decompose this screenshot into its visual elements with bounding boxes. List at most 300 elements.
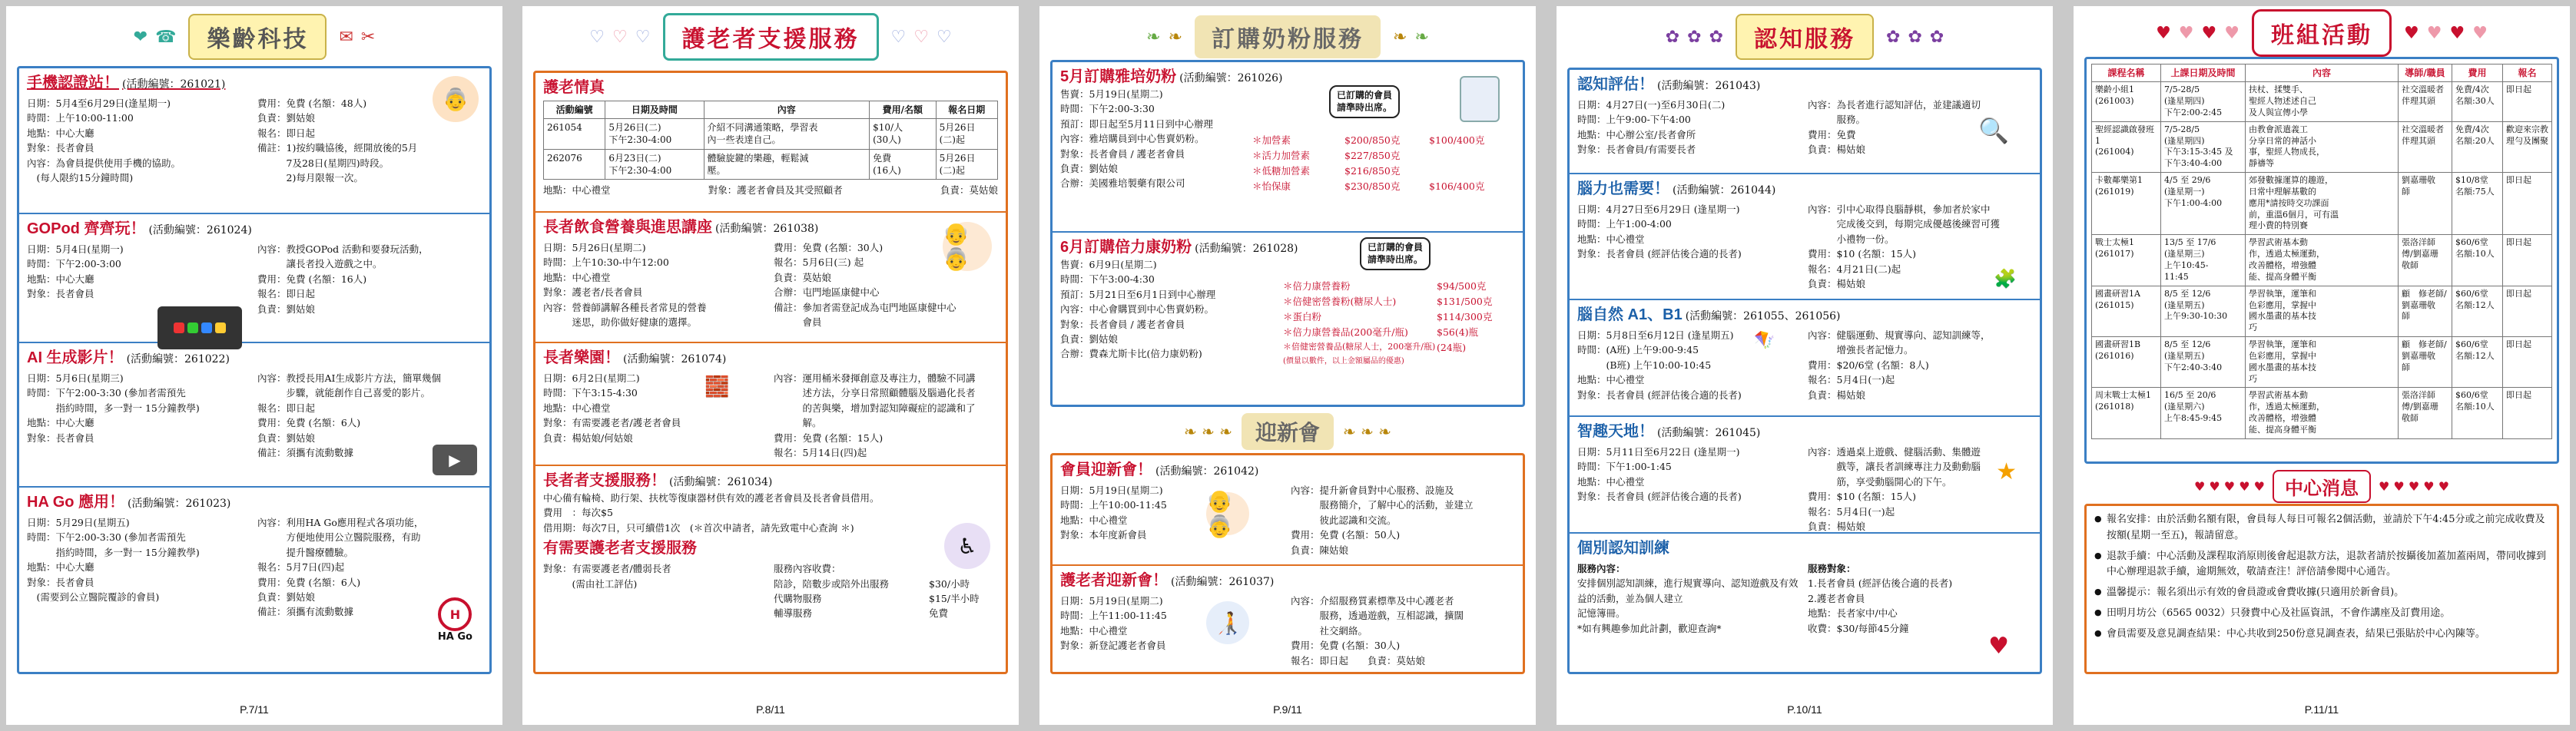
text-line: (活動編號：261055、261056) bbox=[1685, 310, 1841, 322]
text-line: 對象：長者會員 / 護老者會員 bbox=[1060, 318, 1185, 330]
text-line: 免費 bbox=[929, 607, 949, 620]
milk-can-icon bbox=[1460, 76, 1500, 122]
info-line: 指約時間，多一對一 15分鐘教學) bbox=[27, 546, 200, 558]
text-line: 時間：下午1:00-1:45 bbox=[1577, 461, 1672, 473]
text-line: 報名：5月6日(三) 起 bbox=[774, 256, 864, 269]
activity-block bbox=[1570, 417, 2040, 534]
info-line: 地點：中心大廳 bbox=[27, 127, 94, 139]
text-line: 報名：5月4日(一)起 bbox=[1808, 505, 1895, 518]
activity-title bbox=[1060, 571, 1515, 590]
text-line: 述方法，分享日常照顧體腦及腦過化長者 bbox=[774, 387, 976, 399]
table-row bbox=[2092, 235, 2552, 286]
text-line: 日期：4月27日至6月29日 (逢星期一) bbox=[1577, 203, 1740, 215]
activity-title bbox=[1060, 67, 1515, 87]
table-cell: 即日起 bbox=[2503, 82, 2552, 122]
activity-title bbox=[1577, 74, 2032, 94]
text-line: 免費 (16人) bbox=[870, 149, 937, 179]
table-cell: 國畫研習1A (261015) bbox=[2092, 286, 2161, 336]
info-line: 步驟，就能創作自己喜愛的影片。 bbox=[257, 387, 431, 399]
info-line: 負責：劉姑娘 bbox=[257, 112, 316, 124]
text-line: 5月26日(二) 下午2:30-4:00 bbox=[605, 119, 704, 149]
activity-title bbox=[543, 471, 998, 491]
table-row bbox=[2092, 388, 2552, 438]
table-row bbox=[2092, 82, 2552, 122]
text-line: (活動編號：261021) bbox=[122, 78, 226, 91]
text-line: 對象：本年度新會員 bbox=[1060, 529, 1147, 541]
page-header bbox=[6, 6, 502, 68]
info-line: 費用：免費 (名額：6人) bbox=[257, 417, 361, 429]
page-title: 護老者支援服務 bbox=[663, 13, 879, 61]
welcome-section bbox=[1050, 453, 1525, 674]
page-title: 班組活動 bbox=[2252, 9, 2392, 57]
text-line: 服務內容收費： bbox=[774, 563, 841, 575]
activity-title bbox=[27, 492, 482, 512]
text-line: 日期：5月8日至6月12日 (逢星期五) bbox=[1577, 329, 1734, 341]
text-line: 內容：中心會購買到中心售賣奶粉。 bbox=[1060, 303, 1215, 316]
envelope-icon: ✉ ✂ bbox=[339, 27, 376, 47]
info-line: 費用：免費 (名額：48人) bbox=[257, 98, 367, 109]
text-line: 彼此認識和交流。 bbox=[1291, 514, 1397, 526]
text-line: 借用期：每次7日，只可續借1次 (＊首次申請者，請先致電中心查詢 ＊) bbox=[543, 521, 854, 534]
text-line: (需由社工評估) bbox=[543, 577, 638, 590]
text-line: 負責：莫姑娘 bbox=[774, 271, 832, 283]
table-cell: 國畫研習1B (261016) bbox=[2092, 337, 2161, 388]
table-cell: 即日起 bbox=[2503, 235, 2552, 286]
text-line: HA Go bbox=[437, 631, 472, 643]
text-line: 增強長者記憶力。 bbox=[1808, 344, 1914, 356]
text-line: 報名：5月4日(一)起 bbox=[1808, 374, 1895, 386]
text-line: 會員迎新會！ bbox=[1060, 461, 1152, 478]
text-line: 負責：楊姑娘 bbox=[1808, 389, 1866, 401]
carer-section bbox=[533, 71, 1008, 674]
table-cell: 16/5 至 20/6 (逢星期六) 上午8:45-9:45 bbox=[2161, 388, 2246, 438]
text-line: (活動編號：261034) bbox=[669, 476, 773, 488]
text-line: 時間：上午10:00-11:45 bbox=[1060, 499, 1167, 511]
text-line: 負責：楊姑娘 bbox=[1808, 520, 1866, 532]
activity-title bbox=[1577, 305, 2032, 325]
activity-block bbox=[1570, 70, 2040, 174]
table-row bbox=[544, 119, 998, 149]
notice-title: 中心消息 bbox=[2273, 470, 2371, 503]
text-line: 費用 bbox=[2452, 64, 2503, 82]
text-line: 社交網絡。 bbox=[1291, 624, 1368, 637]
text-line: HA Go 應用！ bbox=[27, 494, 125, 511]
text-line: ＊加營素 bbox=[1252, 134, 1291, 146]
table-cell: 郊發數據運算的趣遊， 日常中理解基數的 應用*請按時交功課面 前，重溫6個月，可有溫 理小費的特別賽 bbox=[2246, 173, 2399, 235]
text-line: 地點：中心禮堂 bbox=[1060, 514, 1128, 526]
text-line: (24瓶) bbox=[1437, 342, 1467, 353]
star-icon: ★ bbox=[1996, 458, 2017, 485]
table-cell: 樂齡小組1 (261003) bbox=[2092, 82, 2161, 122]
text-line: 服務，透過遊戲，互相認識，擴闊 bbox=[1291, 610, 1464, 622]
text-line: ＊倍健密營養粉(糖尿人士) bbox=[1283, 296, 1397, 307]
text-line: 輔導服務 bbox=[774, 607, 813, 620]
text-line: 筋，享受動腦開心的下午。 bbox=[1808, 475, 1952, 488]
text-line: (活動編號：261028) bbox=[1195, 243, 1298, 255]
text-line: 智趣天地！ bbox=[1577, 423, 1654, 440]
info-line: 備註：1)按約職協後，經開放後的5月 bbox=[257, 142, 418, 154]
activity-block bbox=[19, 214, 489, 343]
carer-table bbox=[543, 101, 998, 180]
activity-block bbox=[535, 73, 1006, 213]
text-line: 時間：下午3:15-4:30 bbox=[543, 387, 638, 399]
text-line: 戲等，讓長者訓練專注力及動動腦 bbox=[1808, 461, 1981, 473]
text-line: 報名 bbox=[2503, 64, 2552, 82]
page-number: P.7/11 bbox=[240, 703, 269, 716]
price-list bbox=[1252, 133, 1513, 194]
info-line: (每人限約15分鐘時間) bbox=[27, 171, 134, 184]
text-line: 費用：$20/6堂 (名額：8人) bbox=[1808, 359, 1929, 371]
text-line: 售賣：5月19日(星期二) bbox=[1060, 88, 1163, 100]
info-line: 內容：教授長用AI生成影片方法，簡單幾個 bbox=[257, 372, 441, 384]
hago-logo: H HA Go bbox=[438, 597, 472, 643]
table-cell: 即日起 bbox=[2503, 337, 2552, 388]
text-line: (B班) 上午10:00-10:45 bbox=[1577, 359, 1712, 371]
info-line: 對象：長者會員 bbox=[27, 288, 94, 300]
text-line: *如有興趣參加此計劃，歡迎查詢* bbox=[1577, 622, 1722, 634]
activity-title bbox=[1060, 460, 1515, 480]
table-cell: $60/6堂 名額:12人 bbox=[2452, 286, 2503, 336]
text-line: 地點：中心禮堂 bbox=[1060, 624, 1128, 637]
info-line: 對象：護老者會員及其受照顧者 bbox=[708, 184, 843, 196]
table-cell: 卡數鄰樂第1 (261019) bbox=[2092, 173, 2161, 235]
text-line: 小禮物一份。 bbox=[1808, 233, 1895, 245]
notice-section bbox=[2084, 504, 2559, 674]
info-line: 備註：須攜有流動數據 bbox=[257, 446, 354, 458]
page-number: P.10/11 bbox=[1787, 703, 1822, 716]
text-line: 內容：透過桌上遊戲、健腦活動、集體遊 bbox=[1808, 446, 1981, 458]
text-line: 日期：5月19日(星期二) bbox=[1060, 485, 1163, 496]
activity-title bbox=[1060, 237, 1515, 257]
cognitive-section bbox=[1567, 68, 2042, 674]
info-line: 報名：即日起 bbox=[257, 402, 316, 414]
info-line: 指約時間，多一對一 15分鐘教學) bbox=[27, 402, 200, 414]
text-line: 上課日期及時間 bbox=[2161, 64, 2246, 82]
table-cell: 社交溫暖者 伴理其頭 bbox=[2399, 82, 2452, 122]
info-line: 負責：劉姑娘 bbox=[257, 432, 316, 444]
info-line: 報名：即日起 bbox=[257, 288, 316, 300]
table-row bbox=[2092, 121, 2552, 172]
activity-block bbox=[1053, 455, 1523, 566]
text-line: (活動編號：261024) bbox=[148, 224, 252, 237]
text-line: 認知評估！ bbox=[1577, 76, 1654, 93]
notice-header: ♥ ♥ ♥ ♥ ♥ 中心消息 ♥ ♥ ♥ ♥ ♥ bbox=[2074, 470, 2570, 503]
text-line: 服務。 bbox=[1808, 114, 1866, 126]
table-cell: 劉嘉珊敬 師 bbox=[2399, 173, 2452, 235]
info-line: 地點：中心大廳 bbox=[27, 273, 94, 285]
text-line: 對象：長者會員 (經評估後合適的長者) bbox=[1577, 389, 1742, 401]
text-line: 介紹不同溝通策略，學習表 內一些表達自己。 bbox=[704, 119, 870, 149]
text-line: 日期：5月11日至6月22日 (逢星期一) bbox=[1577, 446, 1740, 458]
table-cell: 即日起 bbox=[2503, 388, 2552, 438]
text-line: 時間：下午2:00-3:30 bbox=[1060, 103, 1155, 115]
info-line: 地點：中心大廳 bbox=[27, 417, 94, 429]
text-line: 預訂：5月21日至6月1日到中心辦理 bbox=[1060, 288, 1216, 300]
text-line: 時間：下午3:00-4:30 bbox=[1060, 273, 1155, 286]
activity-section bbox=[17, 66, 492, 674]
text-line: 合辦：美國雅培製藥有限公司 bbox=[1060, 177, 1185, 190]
text-line: 記憶簿冊。 bbox=[1577, 607, 1626, 620]
text-line: 負責：楊姑娘/何姑娘 bbox=[543, 432, 633, 444]
table-cell: 張洛洋師 傅/劉嘉珊 敬師 bbox=[2399, 235, 2452, 286]
text-line: 費用：免費 (名額：15人) bbox=[774, 432, 884, 444]
text-line: 合辦：屯門地區康健中心 bbox=[774, 286, 880, 299]
table-cell: 學習武術基本動 作，透過太極運動， 改善體格，增強體 能、提高身體平衡 bbox=[2246, 235, 2399, 286]
text-line: 日期：4月27日(一)至6月30日(二) bbox=[1577, 99, 1726, 111]
activity-block bbox=[1053, 62, 1523, 233]
text-line: 收費：$30/每節45分鐘 bbox=[1808, 622, 1909, 634]
info-line: 讓長者投入遊戲之中。 bbox=[257, 258, 383, 270]
info-line: 日期：5月4日(星期一) bbox=[27, 243, 124, 255]
page-header bbox=[522, 6, 1019, 68]
page-number: P.11/11 bbox=[2304, 703, 2339, 716]
text-line: 售賣：6月9日(星期二) bbox=[1060, 259, 1157, 270]
info-line: (需要到公立醫院覆診的會員) bbox=[27, 590, 160, 603]
text-line: ＊倍力康營養品(200毫升/瓶) bbox=[1283, 326, 1408, 338]
text-line: 腦自然 A1、B1 bbox=[1577, 306, 1683, 323]
text-line: 對象：新登記護老者會員 bbox=[1060, 640, 1166, 652]
text-line: 的苦與樂，增加對認知障礙症的認識和了 bbox=[774, 402, 976, 414]
text-line: 代購物服務 bbox=[774, 592, 822, 604]
activity-block bbox=[1053, 566, 1523, 672]
text-line: 負責：陳姑娘 bbox=[1291, 544, 1349, 556]
text-line: 內容：引中心取得良腦靜棋，參加者於家中 bbox=[1808, 203, 1991, 215]
text-line: 6月訂購倍力康奶粉 bbox=[1060, 239, 1192, 256]
heart-deco-icon: ♥ ♥ ♥ ♥ bbox=[2404, 23, 2488, 43]
info-line: 費用：免費 (名額：6人) bbox=[257, 576, 361, 588]
text-line: 內容：雅培購員到中心售賣奶粉。 bbox=[1060, 133, 1205, 145]
leaf-deco-icon: ❧ ❧ bbox=[1146, 27, 1182, 47]
text-line: AI 生成影片！ bbox=[27, 349, 124, 366]
text-line: $131/500克 bbox=[1437, 296, 1493, 307]
text-line: 對象：長者會員 (經評估後合適的長者) bbox=[1577, 248, 1742, 260]
info-line: 2)每月限報一次。 bbox=[257, 171, 363, 184]
text-line: 6月23日(二) 下午2:30-4:00 bbox=[605, 149, 704, 179]
table-cell: 學習執筆，運筆和 色彩應用，掌握中 國水墨畫的基本技 巧 bbox=[2246, 337, 2399, 388]
text-line: 服務內容： bbox=[1577, 563, 1626, 574]
table-cell: 張洛洋師 傅/劉嘉珊 敬師 bbox=[2399, 388, 2452, 438]
heart-deco-icon: ♡ ♡ ♡ bbox=[589, 27, 651, 47]
text-line: $15/半小時 bbox=[929, 592, 980, 604]
text-line: (活動編號：261044) bbox=[1673, 184, 1776, 197]
wheelchair-illustration: ♿ bbox=[944, 523, 990, 569]
table-cell: 即日起 bbox=[2503, 173, 2552, 235]
text-line: (活動編號：261042) bbox=[1155, 465, 1259, 478]
text-line: 解。 bbox=[774, 417, 822, 429]
text-line: 日期：5月26日(星期二) bbox=[543, 242, 646, 253]
activity-block bbox=[1570, 534, 2040, 670]
table-header: 活動編號 bbox=[544, 101, 605, 119]
text-line: 對象：有需要護老者/體弱長者 bbox=[543, 563, 671, 575]
text-line: 中心備有輪椅、助行架、扶枕等復康器材供有效的護老者會員及長者會員借用。 bbox=[543, 492, 880, 504]
text-line: 長者者支援服務！ bbox=[543, 472, 666, 489]
info-line: 內容：利用HA Go應用程式各項功能， bbox=[257, 517, 424, 528]
activity-title bbox=[27, 73, 482, 93]
text-line: 腦力也需要！ bbox=[1577, 180, 1669, 197]
text-line: ＊蛋白粉 bbox=[1283, 311, 1322, 322]
text-line: 5月26日 (二)起 bbox=[936, 149, 997, 179]
text-line: $227/850克 bbox=[1344, 150, 1401, 161]
activity-block bbox=[535, 466, 1006, 672]
activity-title bbox=[543, 348, 998, 368]
page-number: P.9/11 bbox=[1273, 703, 1302, 716]
info-line: 對象：長者會員 bbox=[27, 576, 94, 588]
text-line: 安排個別認知訓練，進行規實導向、認知遊戲及有效益的活動，並為個人建立 bbox=[1577, 577, 1799, 604]
text-line: 內容：運用桶米發揮創意及專注力，體驗不同講 bbox=[774, 372, 976, 384]
text-line: 迷思，助你做好健康的選擇。 bbox=[543, 316, 698, 328]
info-line: 日期：5月29日(星期五) bbox=[27, 517, 130, 528]
text-line: 時間：(A班) 上午9:00-9:45 bbox=[1577, 344, 1699, 356]
activity-block bbox=[1053, 233, 1523, 405]
activity-block bbox=[1570, 300, 2040, 417]
text-line: 課程名稱 bbox=[2092, 64, 2161, 82]
table-cell: $60/6堂 名額:10人 bbox=[2452, 388, 2503, 438]
activity-title bbox=[1577, 422, 2032, 442]
info-line: 時間：下午2:00-3:00 bbox=[27, 258, 121, 270]
text-line: 地點：中心辦公室/長者會所 bbox=[1577, 128, 1696, 141]
table-cell: 7/5-28/5 (逢星期四) 下午2:00-2:45 bbox=[2161, 82, 2246, 122]
text-line: 負責：劉姑娘 bbox=[1060, 162, 1119, 174]
info-line: 負責：莫姑娘 bbox=[940, 184, 998, 196]
notice-badge: 已訂購的會員 請準時出席。 bbox=[1360, 237, 1431, 270]
text-line: 地點：中心禮堂 bbox=[1577, 475, 1645, 488]
info-line: 對象：長者會員 bbox=[27, 432, 94, 444]
flower-deco-icon: ✿ ✿ ✿ bbox=[1665, 27, 1723, 47]
table-cell: 戰士太極1 (261017) bbox=[2092, 235, 2161, 286]
magnifier-icon: 🔍 bbox=[1978, 116, 2009, 145]
text-line: 報名：即日起 負責：莫姑娘 bbox=[1291, 654, 1426, 666]
info-line: 日期：5月4至6月29日(逢星期一) bbox=[27, 98, 171, 109]
text-line: 對象：長者會員/有需要長者 bbox=[1577, 144, 1696, 156]
table-cell: 4/5 至 29/6 (逢星期一) 下午1:00-4:00 bbox=[2161, 173, 2246, 235]
text-line: 對象：長者會員 / 護老者會員 bbox=[1060, 147, 1185, 160]
table-cell: $60/6堂 名額:10人 bbox=[2452, 235, 2503, 286]
text-line: 內容 bbox=[2246, 64, 2399, 82]
table-row bbox=[544, 149, 998, 179]
table-cell: 學習執筆，運筆和 色彩應用，掌握中 國水墨畫的基本技 巧 bbox=[2246, 286, 2399, 336]
text-line: 手機認證站！ bbox=[27, 74, 119, 91]
text-line: $200/850克 bbox=[1344, 134, 1401, 146]
info-line: 7及28日(星期四)時段。 bbox=[257, 157, 390, 169]
text-line: 會員 bbox=[774, 316, 822, 328]
elderly-couple-illustration: 👴👵 bbox=[943, 222, 992, 271]
text-line: (活動編號：261023) bbox=[128, 498, 231, 510]
text-line: (活動編號：261038) bbox=[715, 223, 819, 235]
page-10 bbox=[1557, 6, 2053, 725]
info-line: 內容：教授GOPod 活動和要發玩活動， bbox=[257, 243, 429, 255]
text-line: $94/500克 bbox=[1437, 280, 1487, 292]
text-line: $216/850克 bbox=[1344, 165, 1401, 177]
text-line: 內容：介紹服務質素標準及中心護老者 bbox=[1291, 595, 1454, 607]
table-cell: 學習武術基本動 作，透過太極運動， 改善體格，增強體 能、提高身體平衡 bbox=[2246, 388, 2399, 438]
notice-item: ● 退款手續：中心活動及課程取消原則後會起退款方法，退款者請於按攝後加蓋加蓋兩周，帶同收據到中心辦理退款手續，逾期無效，敬請查注！評倍請參閱中心通告。 bbox=[2094, 549, 2549, 581]
text-line: 陪診，陪數步或陪外出服務 bbox=[774, 577, 890, 590]
flower-deco-icon: ✿ ✿ ✿ bbox=[1886, 27, 1944, 47]
info-line: 備註：須攜有流動數據 bbox=[257, 606, 354, 618]
table-cell: 社交溫暖者 伴理其頭 bbox=[2399, 121, 2452, 172]
heart-icon: ♥ bbox=[1988, 633, 2009, 660]
text-line: 費用：免費 bbox=[1808, 128, 1856, 141]
text-line: 費用：免費 (名額：30人) bbox=[1291, 640, 1401, 652]
page-header bbox=[1039, 6, 1536, 68]
text-line: 地點：中心禮堂 bbox=[543, 271, 611, 283]
notice-item: ● 報名安排：由於活動名額有限，會員每人每日可報名2個活動，並請於下午4:45分或之前完成收費及按額(星期一至五)，報請留意。 bbox=[2094, 512, 2549, 544]
text-line: (價量以數件，以上金額屬品的優惠) bbox=[1283, 357, 1404, 366]
info-line: 費用：免費 (名額：16人) bbox=[257, 273, 367, 285]
welcome-header: ❧ ❧ ❧ 迎新會 ❧ ❧ ❧ bbox=[1039, 413, 1536, 450]
text-line: 內容：提升新會員對中心服務、設施及 bbox=[1291, 485, 1454, 496]
table-header: 內容 bbox=[704, 101, 870, 119]
table-row bbox=[2092, 173, 2552, 235]
text-line: 內容：健腦運動、規實導向、認知訓練等， bbox=[1808, 329, 1991, 341]
info-line: 負責：劉姑娘 bbox=[257, 303, 316, 315]
text-line: 時間：上午1:00-4:00 bbox=[1577, 218, 1672, 230]
text-line: 費用：$10 (名額：15人) bbox=[1808, 491, 1916, 503]
text-line: ＊活力加營素 bbox=[1252, 150, 1311, 161]
info-line: 提升醫療體驗。 bbox=[257, 546, 354, 558]
table-cell: 扶杖、揉雙手、 聖經人物述述自己 及人與宣傳小學 bbox=[2246, 82, 2399, 122]
info-line: 對象：長者會員 bbox=[27, 142, 94, 154]
table-cell: $10/8堂 名額:75人 bbox=[2452, 173, 2503, 235]
text-line: 內容：營養師講解各種長者常見的營養 bbox=[543, 301, 707, 313]
text-line: 1.長者會員 (經評估後合適的長者) bbox=[1808, 577, 1953, 590]
page-header bbox=[1557, 6, 2053, 68]
activity-block bbox=[535, 343, 1006, 466]
text-line: (活動編號：261026) bbox=[1179, 72, 1283, 84]
text-line: (活動編號：261043) bbox=[1657, 80, 1761, 92]
info-line: 報名：即日起 bbox=[257, 127, 316, 139]
text-line: $10/人 (30人) bbox=[870, 119, 937, 149]
text-line: $106/400克 bbox=[1429, 180, 1485, 192]
table-cell: 顧 修老師/ 劉嘉珊敬 師 bbox=[2399, 286, 2452, 336]
activity-title: 個別認知訓練 bbox=[1577, 540, 1669, 557]
text-line: 5月訂購雅培奶粉 bbox=[1060, 68, 1177, 85]
text-line: 完成後交到，每期完成優越後練習可獲 bbox=[1808, 218, 2001, 230]
text-line: (活動編號：261045) bbox=[1657, 427, 1761, 439]
activity-title bbox=[1577, 179, 2032, 199]
page-number: P.8/11 bbox=[756, 703, 785, 716]
text-line: 備註：參加者需登記成為屯門地區康健中心 bbox=[774, 301, 956, 313]
activity-block bbox=[19, 488, 489, 664]
text-line: 時間：上午9:00-下午4:00 bbox=[1577, 114, 1691, 126]
info-line: 時間：下午2:00-3:30 (參加者需預先 bbox=[27, 531, 186, 544]
table-cell: 13/5 至 17/6 (逢星期三) 上午10:45- 11:45 bbox=[2161, 235, 2246, 286]
table-cell: 由教會派遣義工 分享日常的神話小 事，聖經人物成長， 靜禱等 bbox=[2246, 121, 2399, 172]
info-line: 時間：上午10:00-11:00 bbox=[27, 112, 134, 124]
table-cell: 聖經認識啟發班1 (261004) bbox=[2092, 121, 2161, 172]
text-line: 2.護老者會員 bbox=[1808, 592, 1865, 604]
info-line: 日期：5月6日(星期三) bbox=[27, 372, 124, 384]
text-line: 費用：免費 (名額：30人) bbox=[774, 242, 884, 253]
text-line: 262076 bbox=[544, 149, 605, 179]
activity-title bbox=[27, 219, 482, 239]
page-11 bbox=[2074, 6, 2570, 725]
price-list bbox=[1283, 279, 1506, 368]
table-header: 報名日期 bbox=[936, 101, 997, 119]
info-line: 方便地使用公立醫院服務，有助 bbox=[257, 531, 421, 544]
info-line: 地點：中心大廳 bbox=[27, 561, 94, 574]
text-line: 負責：楊姑娘 bbox=[1808, 277, 1866, 289]
heart-deco-icon: ♡ ♡ ♡ bbox=[890, 27, 952, 47]
kites-icon: 🪁 bbox=[1754, 331, 1775, 350]
text-line: 內容：為長者進行認知評估，並建議適切 bbox=[1808, 99, 1981, 111]
text-line: 費用：免費 (名額：50人) bbox=[1291, 529, 1401, 541]
notice-badge: 已訂購的會員 請準時出席。 bbox=[1329, 85, 1400, 118]
phone-user-illustration: 👵 bbox=[433, 76, 479, 122]
class-table bbox=[2091, 64, 2552, 439]
table-cell: 顧 修老師/ 劉嘉珊敬 師 bbox=[2399, 337, 2452, 388]
play-video-icon: ▶ bbox=[433, 445, 477, 475]
